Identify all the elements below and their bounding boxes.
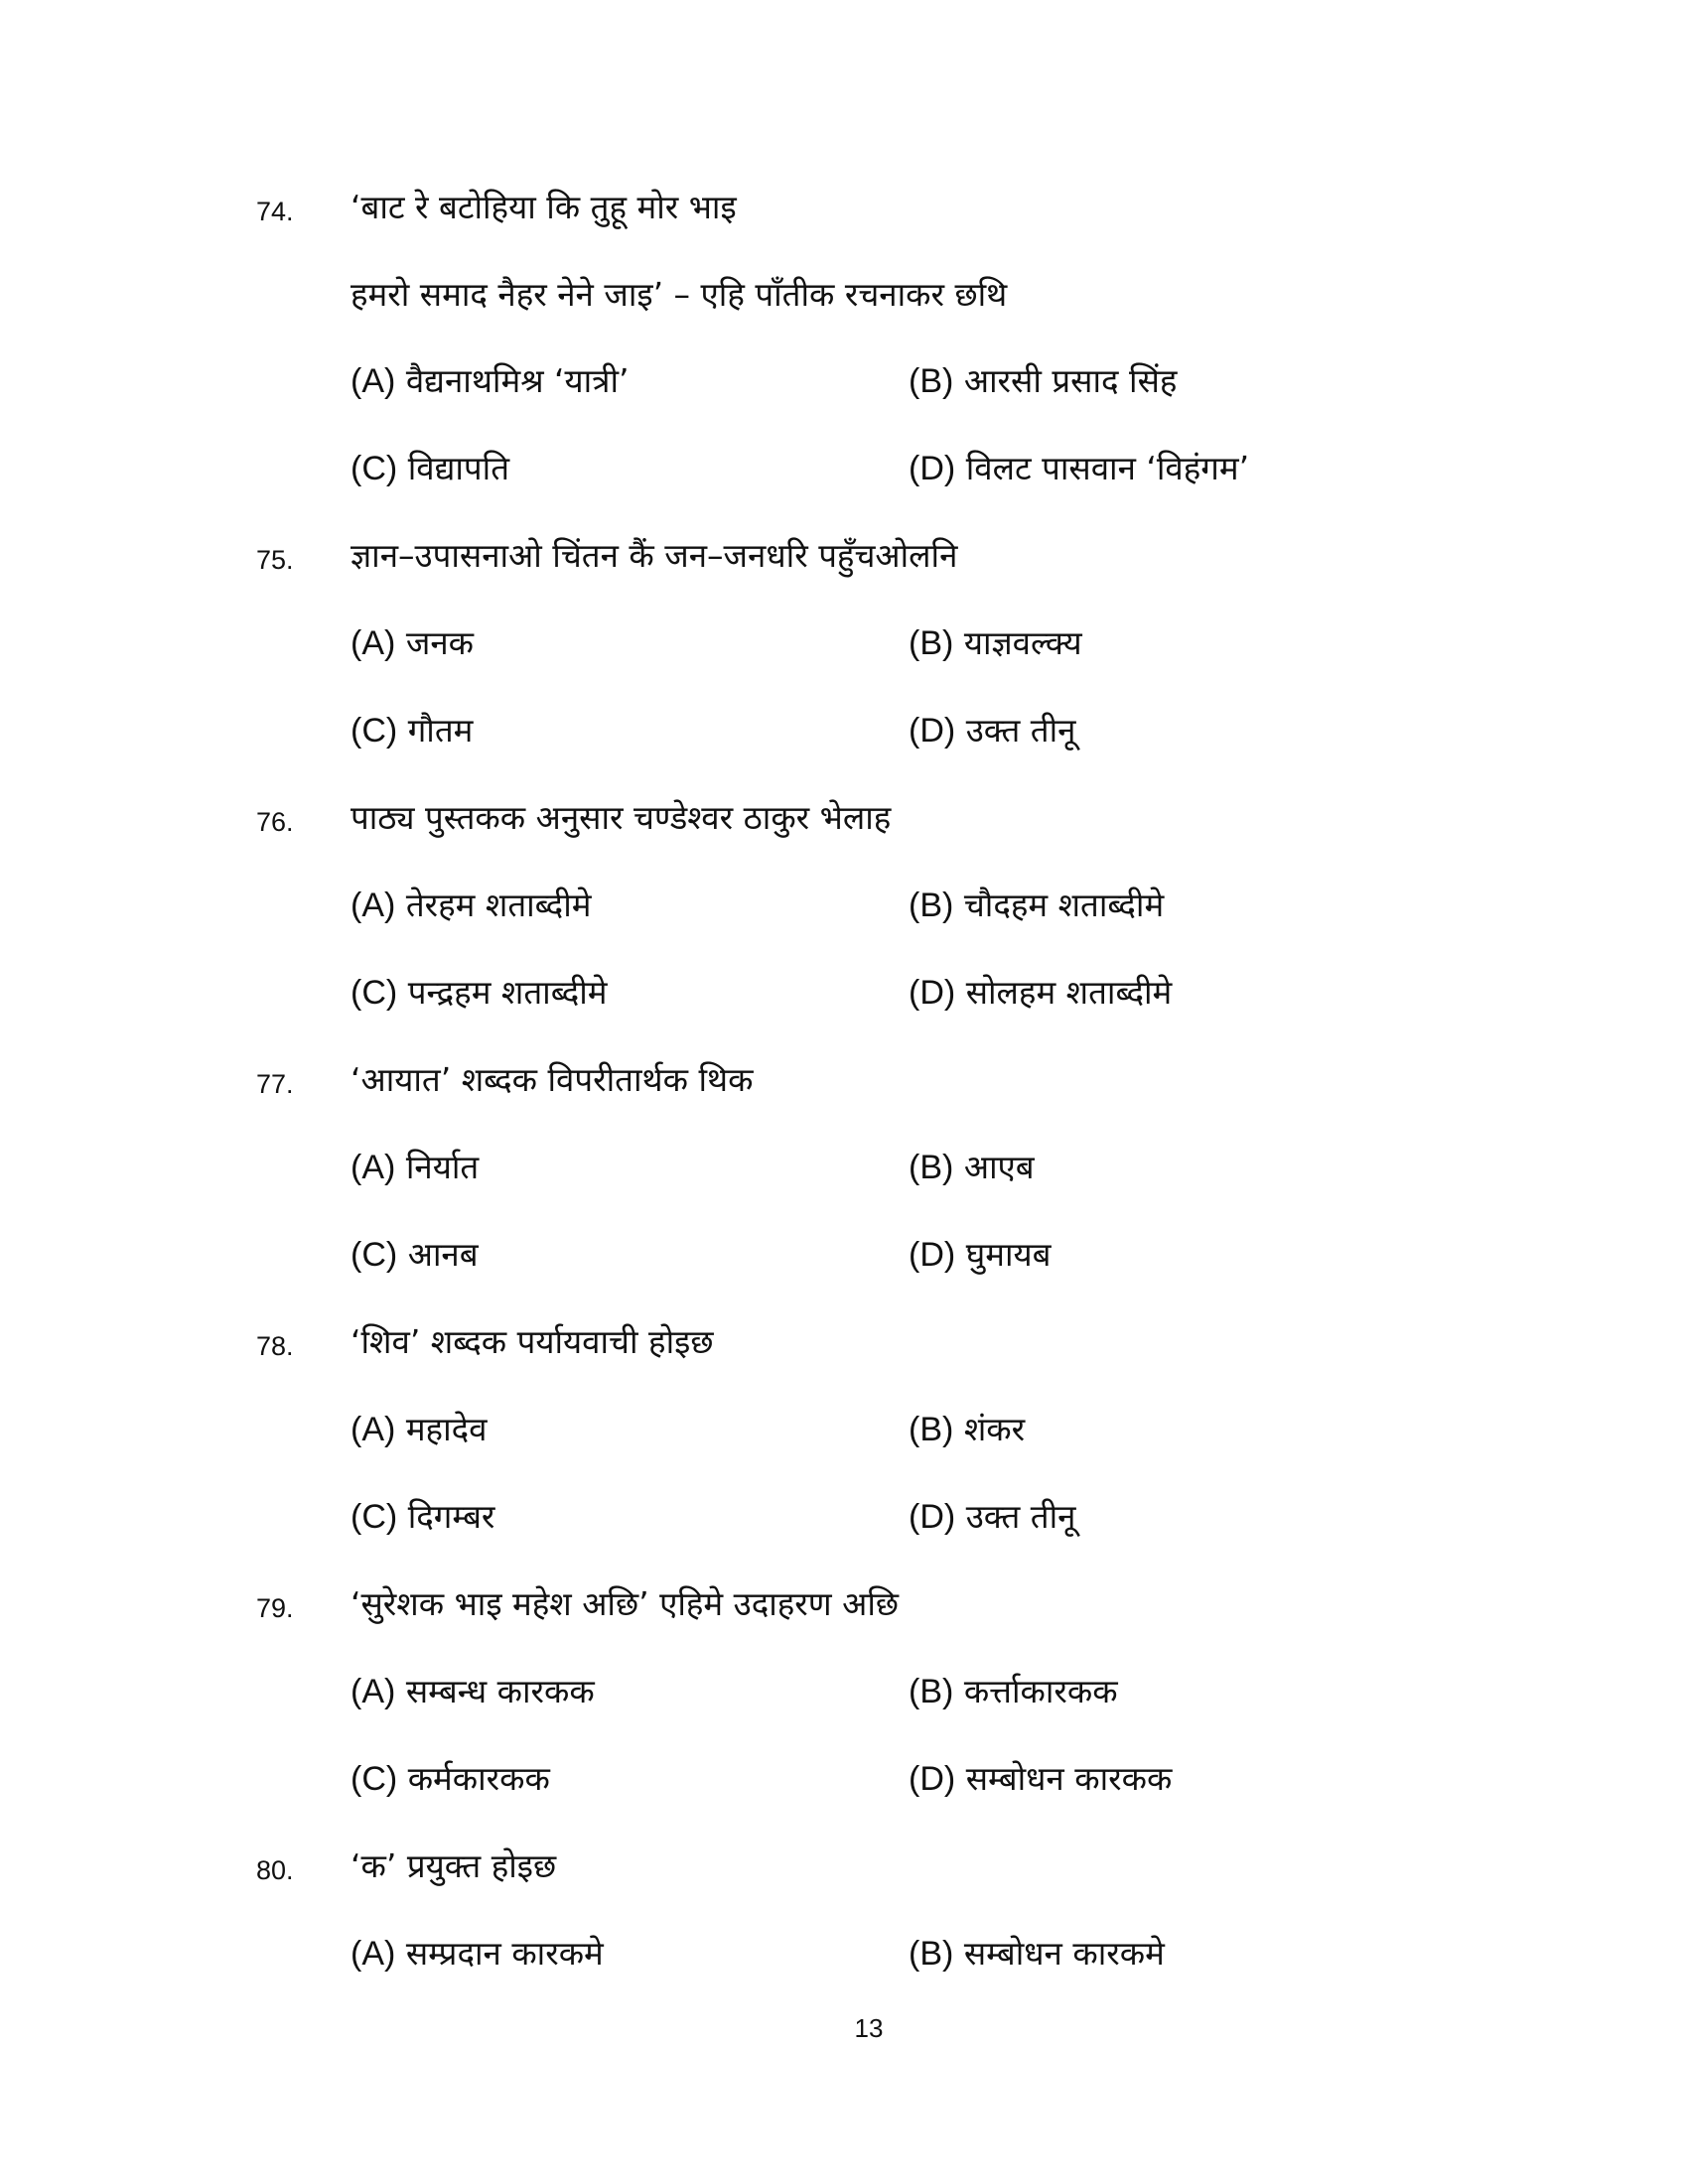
question-text: ‘आयात’ शब्दक विपरीतार्थक थिक — [351, 1060, 754, 1099]
option-label: (B) — [909, 1411, 954, 1448]
option-label: (B) — [909, 362, 954, 400]
option-a — [351, 1672, 595, 1711]
option-label: (C) — [351, 1498, 398, 1536]
option-text: सम्बोधन कारकक — [965, 1759, 1173, 1798]
option-label: (A) — [351, 362, 396, 400]
option-label: (C) — [351, 712, 398, 750]
option-a — [351, 361, 629, 401]
option-text: आनब — [407, 1235, 479, 1274]
option-label: (C) — [351, 974, 398, 1012]
option-text: उक्त तीनू — [965, 711, 1076, 750]
option-text: दिगम्बर — [407, 1497, 495, 1536]
question-text: हमरो समाद नैहर नेने जाइ’ – एहि पाँतीक रचनाकर छथि — [351, 275, 1008, 314]
option-label: (C) — [351, 1236, 398, 1274]
option-text: तेरहम शताब्दीमे — [405, 886, 592, 924]
option-text: कर्मकारकक — [407, 1759, 550, 1798]
option-a — [351, 886, 591, 925]
option-a — [351, 1934, 604, 1974]
option-d — [909, 449, 1249, 488]
option-b — [909, 361, 1177, 401]
option-text: महादेव — [405, 1410, 488, 1448]
option-label: (D) — [909, 1236, 956, 1274]
option-label: (A) — [351, 1149, 396, 1186]
question-text: ‘बाट रे बटोहिया कि तुहू मोर भाइ — [351, 188, 737, 226]
question-text: ‘सुरेशक भाइ महेश अछि’ एहिमे उदाहरण अछि — [351, 1584, 900, 1623]
option-d — [909, 1235, 1051, 1275]
option-text: वैद्यनाथमिश्र ‘यात्री’ — [405, 361, 630, 400]
option-c — [351, 973, 608, 1013]
option-text: निर्यात — [405, 1148, 480, 1186]
option-label: (B) — [909, 624, 954, 662]
option-text: जनक — [405, 623, 474, 662]
option-label: (A) — [351, 1673, 396, 1710]
question-text: पाठ्य पुस्तकक अनुसार चण्डेश्वर ठाकुर भेलाह — [351, 798, 892, 837]
option-text: गौतम — [407, 711, 474, 750]
option-label: (A) — [351, 624, 396, 662]
option-a — [351, 1148, 479, 1187]
question-number: 80. — [256, 1855, 294, 1885]
option-text: आरसी प्रसाद सिंह — [963, 361, 1178, 400]
question-text: ज्ञान–उपासनाओ चिंतन कैं जन–जनधरि पहुँचओलनि — [351, 536, 958, 575]
option-label: (C) — [351, 450, 398, 487]
option-text: याज्ञवल्क्य — [963, 623, 1082, 662]
option-text: विद्यापति — [407, 449, 510, 487]
option-text: सोलहम शताब्दीमे — [965, 973, 1173, 1012]
option-text: पन्द्रहम शताब्दीमे — [407, 973, 608, 1012]
option-b — [909, 1934, 1165, 1974]
option-text: सम्बन्ध कारकक — [405, 1672, 595, 1710]
option-c — [351, 1497, 494, 1537]
question-number: 79. — [256, 1593, 294, 1623]
option-text: सम्बोधन कारकमे — [963, 1934, 1165, 1973]
option-label: (B) — [909, 1673, 954, 1710]
question-number: 76. — [256, 807, 294, 837]
option-label: (B) — [909, 1935, 954, 1973]
option-text: सम्प्रदान कारकमे — [405, 1934, 604, 1973]
option-label: (A) — [351, 1411, 396, 1448]
option-b — [909, 1410, 1025, 1449]
option-b — [909, 1148, 1035, 1187]
option-a — [351, 1410, 488, 1449]
option-text: कर्त्ताकारकक — [963, 1672, 1118, 1710]
option-label: (B) — [909, 887, 954, 924]
option-a — [351, 623, 474, 663]
option-label: (A) — [351, 887, 396, 924]
option-c — [351, 711, 473, 751]
question-number: 78. — [256, 1331, 294, 1361]
option-label: (D) — [909, 450, 956, 487]
option-label: (D) — [909, 1498, 956, 1536]
question-number: 74. — [256, 197, 294, 226]
option-b — [909, 623, 1082, 663]
option-b — [909, 1672, 1118, 1711]
option-text: शंकर — [963, 1410, 1026, 1448]
option-text: उक्त तीनू — [965, 1497, 1076, 1536]
option-text: घुमायब — [965, 1235, 1052, 1274]
option-d — [909, 1497, 1075, 1537]
option-text: चौदहम शताब्दीमे — [963, 886, 1165, 924]
option-label: (B) — [909, 1149, 954, 1186]
option-d — [909, 1759, 1172, 1799]
option-b — [909, 886, 1164, 925]
page-number: 13 — [854, 2013, 884, 2043]
option-text: आएब — [963, 1148, 1035, 1186]
option-d — [909, 711, 1075, 751]
option-label: (D) — [909, 1760, 956, 1798]
option-text: विलट पासवान ‘विहंगम’ — [965, 449, 1250, 487]
option-label: (D) — [909, 974, 956, 1012]
option-c — [351, 1759, 550, 1799]
option-d — [909, 973, 1172, 1013]
option-c — [351, 449, 509, 488]
option-label: (D) — [909, 712, 956, 750]
question-text: ‘शिव’ शब्दक पर्यायवाची होइछ — [351, 1322, 714, 1361]
question-text: ‘क’ प्रयुक्त होइछ — [351, 1846, 557, 1885]
question-number: 75. — [256, 545, 294, 575]
question-number: 77. — [256, 1069, 294, 1099]
option-c — [351, 1235, 479, 1275]
option-label: (A) — [351, 1935, 396, 1973]
option-label: (C) — [351, 1760, 398, 1798]
